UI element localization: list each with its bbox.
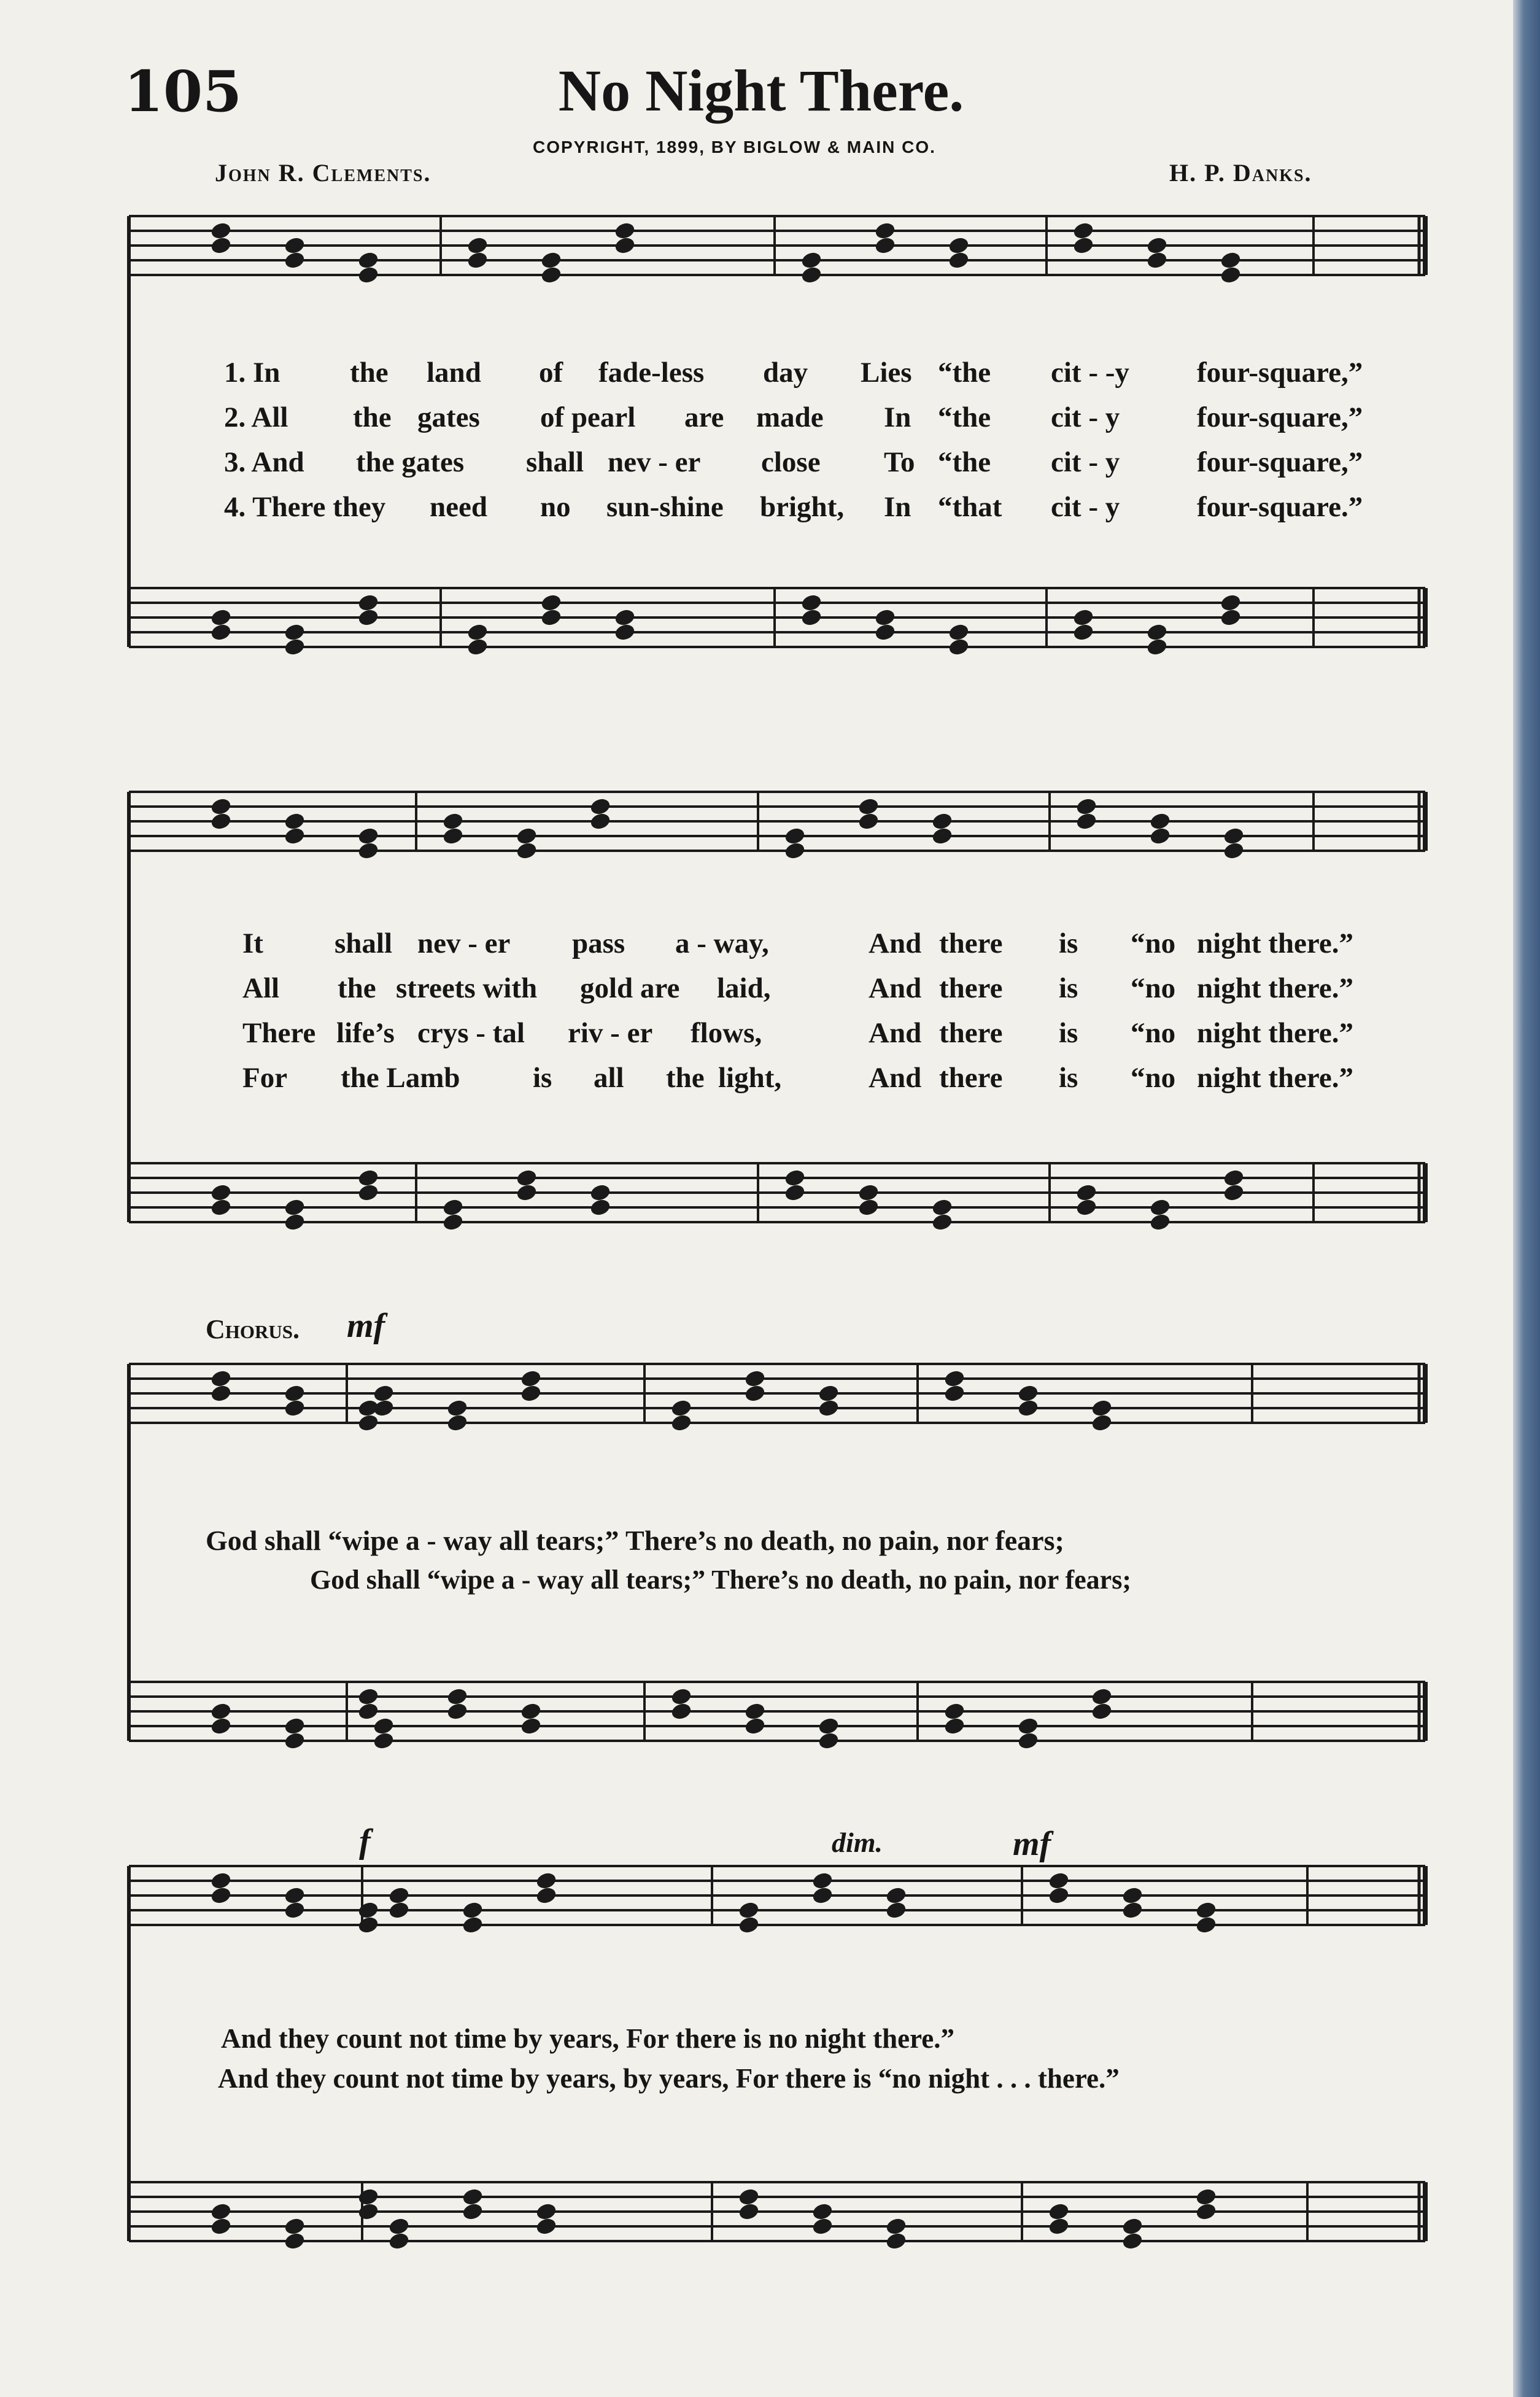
note-head: [540, 594, 562, 613]
note-head: [284, 1901, 306, 1920]
note-head: [357, 2188, 379, 2207]
note-head: [446, 1399, 468, 1418]
note-head: [373, 1384, 395, 1403]
syllable: gates: [417, 401, 480, 433]
note-head: [1075, 797, 1097, 816]
syllable: the gates: [356, 446, 465, 478]
syllable: 2. All: [224, 401, 288, 433]
copyright-notice: COPYRIGHT, 1899, BY BIGLOW & MAIN CO.: [533, 137, 936, 157]
note-head: [811, 2217, 834, 2236]
note-head: [614, 623, 636, 642]
note-head: [210, 1183, 232, 1202]
note-head: [466, 638, 489, 657]
note-head: [1223, 1183, 1245, 1202]
note-head: [874, 608, 896, 627]
note-head: [284, 2217, 306, 2236]
note-head: [857, 1183, 880, 1202]
note-head: [210, 623, 232, 642]
note-head: [357, 1687, 379, 1706]
note-head: [284, 1399, 306, 1418]
note-head: [1146, 638, 1168, 657]
syllable: In: [884, 401, 911, 433]
note-head: [357, 1183, 379, 1202]
syllable: the: [338, 972, 376, 1004]
note-head: [357, 1414, 379, 1433]
note-head: [1121, 1886, 1143, 1905]
note-head: [818, 1717, 840, 1736]
note-head: [1048, 2217, 1070, 2236]
syllable: gold are: [580, 972, 680, 1004]
note-head: [784, 1183, 806, 1202]
syllable: cit - -y: [1051, 357, 1129, 389]
note-head: [535, 2217, 557, 2236]
note-head: [284, 236, 306, 255]
note-head: [210, 1384, 232, 1403]
note-head: [535, 2202, 557, 2221]
syllable: there: [939, 1017, 1003, 1049]
note-head: [818, 1399, 840, 1418]
note-head: [811, 2202, 834, 2221]
note-head: [520, 1369, 542, 1388]
note-head: [1195, 2202, 1217, 2221]
syllable: a - way,: [675, 927, 769, 959]
syllable: fade-less: [598, 357, 705, 389]
note-head: [284, 1732, 306, 1751]
note-head: [1220, 266, 1242, 285]
note-head: [357, 594, 379, 613]
note-head: [1149, 812, 1171, 831]
note-head: [1075, 1183, 1097, 1202]
syllable: “no: [1131, 972, 1176, 1004]
note-head: [520, 1717, 542, 1736]
note-head: [210, 2202, 232, 2221]
syllable: cit - y: [1051, 491, 1120, 523]
note-head: [357, 608, 379, 627]
note-head: [516, 842, 538, 861]
note-head: [800, 594, 822, 613]
note-head: [800, 266, 822, 285]
note-head: [589, 797, 611, 816]
dynamic-marking: mf: [1013, 1825, 1051, 1863]
note-head: [284, 1886, 306, 1905]
note-head: [1048, 1886, 1070, 1905]
note-head: [357, 1169, 379, 1188]
syllable: To: [884, 446, 915, 478]
note-head: [466, 236, 489, 255]
syllable: It: [242, 927, 263, 959]
note-head: [520, 1702, 542, 1721]
note-head: [885, 1901, 907, 1920]
note-head: [857, 1198, 880, 1217]
note-head: [670, 1702, 692, 1721]
syllable: night there.”: [1197, 1062, 1354, 1094]
syllable: is: [1059, 1017, 1078, 1049]
note-head: [670, 1687, 692, 1706]
note-head: [1072, 236, 1094, 255]
note-head: [1048, 1872, 1070, 1891]
syllable: “no: [1131, 927, 1176, 959]
note-head: [1195, 1901, 1217, 1920]
note-head: [948, 623, 970, 642]
note-head: [357, 1901, 379, 1920]
note-head: [1075, 812, 1097, 831]
note-head: [357, 251, 379, 270]
note-head: [948, 638, 970, 657]
note-head: [1223, 827, 1245, 846]
note-head: [1195, 2188, 1217, 2207]
note-head: [1220, 608, 1242, 627]
syllable: For: [242, 1062, 288, 1094]
syllable: is: [1059, 927, 1078, 959]
note-head: [1091, 1399, 1113, 1418]
note-head: [210, 608, 232, 627]
note-head: [357, 827, 379, 846]
syllable: four-square,”: [1197, 446, 1363, 478]
note-head: [885, 2217, 907, 2236]
syllable: flows,: [691, 1017, 762, 1049]
note-head: [442, 1198, 464, 1217]
syllable: land: [427, 357, 481, 389]
note-head: [462, 2188, 484, 2207]
dynamic-marking: dim.: [832, 1827, 883, 1858]
note-head: [1146, 251, 1168, 270]
hymn-number: 105: [124, 58, 242, 125]
note-head: [284, 638, 306, 657]
verse-line: [224, 356, 280, 389]
syllable: made: [756, 401, 824, 433]
note-head: [466, 623, 489, 642]
note-head: [811, 1886, 834, 1905]
syllable: there: [939, 927, 1003, 959]
chorus-lyric-line-2: God shall “wipe a - way all tears;” There’s no death, no pain, nor fears;: [310, 1565, 1131, 1595]
note-head: [1017, 1399, 1039, 1418]
syllable: crys - tal: [417, 1017, 525, 1049]
note-head: [284, 1384, 306, 1403]
note-head: [800, 251, 822, 270]
note-head: [284, 1198, 306, 1217]
note-head: [885, 2232, 907, 2251]
note-head: [818, 1384, 840, 1403]
syllable: the: [353, 401, 392, 433]
note-head: [540, 608, 562, 627]
syllable: the Lamb: [341, 1062, 460, 1094]
note-head: [1072, 222, 1094, 241]
chorus-lyric-line-1: God shall “wipe a - way all tears;” There’s no death, no pain, nor fears;: [206, 1525, 1064, 1556]
note-head: [589, 812, 611, 831]
syllable: In: [884, 491, 911, 523]
dynamic-marking: f: [359, 1822, 371, 1861]
syllable: need: [430, 491, 487, 523]
note-head: [1146, 623, 1168, 642]
syllable: life’s: [336, 1017, 395, 1049]
note-head: [784, 1169, 806, 1188]
note-head: [540, 251, 562, 270]
syllable: of pearl: [540, 401, 636, 433]
syllable: laid,: [717, 972, 771, 1004]
syllable: cit - y: [1051, 401, 1120, 433]
note-head: [1091, 1414, 1113, 1433]
syllable: of: [539, 357, 563, 389]
syllable: cit - y: [1051, 446, 1120, 478]
note-head: [800, 608, 822, 627]
note-head: [1091, 1687, 1113, 1706]
syllable: sun-shine: [606, 491, 724, 523]
note-head: [1075, 1198, 1097, 1217]
syllable: streets with: [396, 972, 538, 1004]
note-head: [670, 1414, 692, 1433]
note-head: [738, 2188, 760, 2207]
note-head: [446, 1414, 468, 1433]
syllable: there: [939, 972, 1003, 1004]
note-head: [516, 1183, 538, 1202]
syllable: “the: [938, 357, 991, 389]
note-head: [1017, 1717, 1039, 1736]
syllable: “no: [1131, 1062, 1176, 1094]
syllable: is: [533, 1062, 552, 1094]
syllable: bright,: [760, 491, 845, 523]
note-head: [210, 1717, 232, 1736]
note-head: [1121, 2232, 1143, 2251]
syllable: 4. There they: [224, 491, 386, 523]
note-head: [373, 1717, 395, 1736]
note-head: [210, 1702, 232, 1721]
note-head: [1121, 1901, 1143, 1920]
syllable: There: [242, 1017, 316, 1049]
syllable: shall: [526, 446, 584, 478]
note-heads: [210, 222, 1245, 2251]
syllable: close: [761, 446, 821, 478]
syllable: all: [594, 1062, 624, 1094]
note-head: [1149, 827, 1171, 846]
note-head: [373, 1732, 395, 1751]
note-head: [811, 1872, 834, 1891]
note-head: [744, 1702, 766, 1721]
syllable: “the: [938, 446, 991, 478]
syllable: And: [869, 1017, 922, 1049]
note-head: [744, 1369, 766, 1388]
note-head: [1149, 1198, 1171, 1217]
syllable: night there.”: [1197, 927, 1354, 959]
note-head: [210, 1369, 232, 1388]
chorus-lyric-line-4: And they count not time by years, by years, For there is “no night . . . there.”: [218, 2063, 1120, 2094]
note-head: [1017, 1384, 1039, 1403]
syllable: four-square,”: [1197, 357, 1363, 389]
note-head: [535, 1872, 557, 1891]
syllable: All: [242, 972, 280, 1004]
note-head: [738, 1901, 760, 1920]
syllable: pass: [572, 927, 625, 959]
syllable: riv - er: [568, 1017, 653, 1049]
syllable: day: [763, 357, 808, 389]
syllable: “that: [938, 491, 1002, 523]
note-head: [744, 1384, 766, 1403]
chorus-lyric-line-3: And they count not time by years, For there is no night there.”: [221, 2023, 954, 2054]
note-head: [1017, 1732, 1039, 1751]
note-head: [357, 266, 379, 285]
syllable: the: [350, 357, 389, 389]
note-head: [446, 1687, 468, 1706]
note-head: [210, 222, 232, 241]
chorus-label: Chorus.: [206, 1314, 300, 1344]
note-head: [284, 827, 306, 846]
note-head: [1220, 594, 1242, 613]
note-head: [614, 222, 636, 241]
syllable: the: [666, 1062, 705, 1094]
note-head: [357, 2202, 379, 2221]
note-head: [535, 1886, 557, 1905]
composer-credit: H. P. Danks.: [1169, 159, 1312, 187]
note-head: [284, 251, 306, 270]
note-head: [874, 236, 896, 255]
note-head: [1121, 2217, 1143, 2236]
author-credit: John R. Clements.: [215, 159, 431, 187]
note-head: [1072, 608, 1094, 627]
note-head: [614, 236, 636, 255]
note-head: [357, 1702, 379, 1721]
syllable: night there.”: [1197, 972, 1354, 1004]
note-head: [943, 1369, 965, 1388]
syllable: 3. And: [224, 446, 304, 478]
note-head: [874, 222, 896, 241]
syllable: four-square,”: [1197, 401, 1363, 433]
note-head: [210, 1872, 232, 1891]
note-head: [210, 812, 232, 831]
syllable: nev - er: [608, 446, 701, 478]
note-head: [931, 812, 953, 831]
dynamic-marking: mf: [347, 1307, 385, 1345]
note-head: [1220, 251, 1242, 270]
note-head: [373, 1399, 395, 1418]
note-head: [885, 1886, 907, 1905]
note-head: [818, 1732, 840, 1751]
note-head: [388, 1886, 410, 1905]
syllable: “the: [938, 401, 991, 433]
note-head: [388, 2232, 410, 2251]
syllable: is: [1059, 1062, 1078, 1094]
note-head: [388, 1901, 410, 1920]
note-head: [284, 1213, 306, 1232]
note-head: [948, 251, 970, 270]
note-head: [614, 608, 636, 627]
note-head: [589, 1183, 611, 1202]
note-head: [357, 1916, 379, 1935]
note-head: [284, 1717, 306, 1736]
note-head: [210, 1886, 232, 1905]
note-head: [446, 1702, 468, 1721]
note-head: [670, 1399, 692, 1418]
syllable: 1. In: [224, 357, 281, 389]
note-head: [1072, 623, 1094, 642]
note-head: [284, 623, 306, 642]
syllable: And: [869, 972, 922, 1004]
note-head: [1195, 1916, 1217, 1935]
note-head: [357, 842, 379, 861]
syllable: is: [1059, 972, 1078, 1004]
note-head: [388, 2217, 410, 2236]
syllable: there: [939, 1062, 1003, 1094]
note-head: [442, 827, 464, 846]
note-head: [943, 1717, 965, 1736]
note-head: [1223, 842, 1245, 861]
note-head: [738, 1916, 760, 1935]
syllable: are: [684, 401, 724, 433]
note-head: [210, 1198, 232, 1217]
hymn-title: No Night There.: [558, 58, 964, 123]
note-head: [462, 1901, 484, 1920]
book-spine-edge: [1513, 0, 1540, 2397]
note-head: [784, 827, 806, 846]
note-head: [589, 1198, 611, 1217]
note-head: [540, 266, 562, 285]
note-head: [931, 1213, 953, 1232]
note-head: [948, 236, 970, 255]
syllable: light,: [718, 1062, 782, 1094]
note-head: [1149, 1213, 1171, 1232]
syllable: “no: [1131, 1017, 1176, 1049]
note-head: [784, 842, 806, 861]
note-head: [466, 251, 489, 270]
syllable: And: [869, 927, 922, 959]
syllable: four-square.”: [1197, 491, 1363, 523]
note-head: [744, 1717, 766, 1736]
note-head: [931, 827, 953, 846]
note-head: [210, 2217, 232, 2236]
note-head: [442, 1213, 464, 1232]
note-head: [516, 827, 538, 846]
note-head: [442, 812, 464, 831]
note-head: [284, 2232, 306, 2251]
note-head: [462, 2202, 484, 2221]
note-head: [516, 1169, 538, 1188]
note-head: [874, 623, 896, 642]
syllable: shall: [335, 927, 393, 959]
syllable: Lies: [861, 357, 912, 389]
note-head: [943, 1384, 965, 1403]
note-head: [462, 1916, 484, 1935]
syllable: no: [540, 491, 571, 523]
note-head: [210, 236, 232, 255]
note-head: [857, 797, 880, 816]
note-head: [1048, 2202, 1070, 2221]
syllable: And: [869, 1062, 922, 1094]
note-head: [931, 1198, 953, 1217]
note-head: [1091, 1702, 1113, 1721]
syllable: nev - er: [417, 927, 511, 959]
note-head: [943, 1702, 965, 1721]
note-head: [1223, 1169, 1245, 1188]
note-head: [1146, 236, 1168, 255]
note-head: [738, 2202, 760, 2221]
note-head: [210, 797, 232, 816]
syllable: night there.”: [1197, 1017, 1354, 1049]
note-head: [284, 812, 306, 831]
note-head: [857, 812, 880, 831]
note-head: [520, 1384, 542, 1403]
